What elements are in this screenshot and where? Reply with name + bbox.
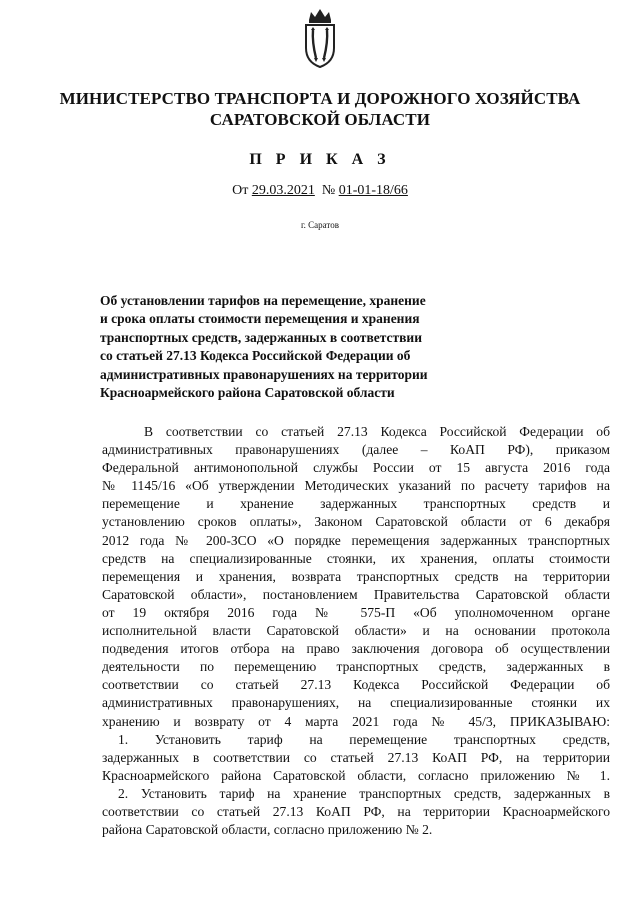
- order-date: 29.03.2021: [251, 183, 315, 198]
- body-line: перемещения и хранения, возврата транспортных средств на территории: [102, 568, 610, 584]
- body-line: средств на специализированные стоянки, их хранения, оплаты стоимости: [102, 550, 610, 566]
- order-date-number: [0, 183, 640, 199]
- subject-line: административных правонарушениях на территории: [100, 366, 428, 382]
- body-line: от 19 октября 2016 года № 575-П «Об уполномоченном органе: [102, 604, 610, 620]
- body-line: соответствии со статьей 27.13 КоАП РФ, на территории Красноармейского: [102, 803, 610, 819]
- saratov-coat-of-arms-icon: [300, 6, 340, 70]
- body-line: 2012 года № 200-ЗСО «О порядке перемещения задержанных транспортных: [102, 532, 610, 548]
- subject-line: со статьей 27.13 Кодекса Российской Федерации об: [100, 348, 411, 364]
- ministry-name-line-2: САРАТОВСКОЙ ОБЛАСТИ: [209, 110, 431, 129]
- order-from-label: От: [232, 183, 249, 198]
- body-line: № 1145/16 «Об утверждении Методических указаний по расчету тарифов на: [102, 478, 610, 494]
- body-line: административных правонарушениях, на специализированные стоянки их: [102, 695, 610, 711]
- body-line: соответствии со статьей 27.13 Кодекса Российской Федерации об: [102, 677, 610, 693]
- subject-line: Красноармейского района Саратовской области: [100, 385, 395, 401]
- body-line: исполнительной власти Саратовской области» и на основании протокола: [102, 623, 610, 639]
- order-number: 01-01-18/66: [338, 183, 408, 198]
- body-line: 2. Установить тариф на хранение транспортных средств, задержанных в: [118, 785, 610, 801]
- subject-line: и срока оплаты стоимости перемещения и хранения: [100, 311, 420, 327]
- order-body: [102, 423, 610, 839]
- subject-line: транспортных средств, задержанных в соответствии: [100, 329, 422, 345]
- body-line: перемещение и хранение задержанных транспортных средств и: [102, 496, 610, 512]
- body-line: установлению сроков оплаты», Законом Саратовской области от 6 декабря: [102, 514, 610, 530]
- ministry-name-line-1: МИНИСТЕРСТВО ТРАНСПОРТА И ДОРОЖНОГО ХОЗЯЙСТВА: [59, 89, 581, 108]
- body-line: подведения итогов отбора на право заключения договора об осуществлении: [102, 641, 610, 657]
- order-title: П Р И К А З: [249, 151, 391, 168]
- body-line: В соответствии со статьей 27.13 Кодекса Российской Федерации об: [144, 424, 610, 439]
- body-line: деятельности по перемещению транспортных средств, задержанных в: [102, 659, 610, 675]
- body-line: 1. Установить тариф на перемещение транспортных средств,: [118, 731, 610, 747]
- body-line: административных правонарушениях (далее – КоАП РФ), приказом: [102, 442, 610, 458]
- body-line: района Саратовской области, согласно приложению № 2.: [102, 822, 433, 838]
- order-subject: [100, 292, 520, 402]
- body-line: Красноармейского района Саратовской области, согласно приложению № 1.: [102, 767, 610, 783]
- body-line: хранению и возврату от 4 марта 2021 года № 45/3, ПРИКАЗЫВАЮ:: [102, 713, 610, 729]
- subject-line: Об установлении тарифов на перемещение, хранение: [100, 293, 426, 308]
- body-line: Саратовской области», постановлением Правительства Саратовской области: [102, 586, 610, 602]
- order-number-label: №: [321, 183, 336, 198]
- body-line: задержанных в соответствии со статьей 27.13 КоАП РФ, на территории: [102, 749, 610, 765]
- body-line: Федеральной антимонопольной службы России от 15 августа 2016 года: [102, 460, 610, 476]
- order-city: г. Саратов: [301, 220, 339, 230]
